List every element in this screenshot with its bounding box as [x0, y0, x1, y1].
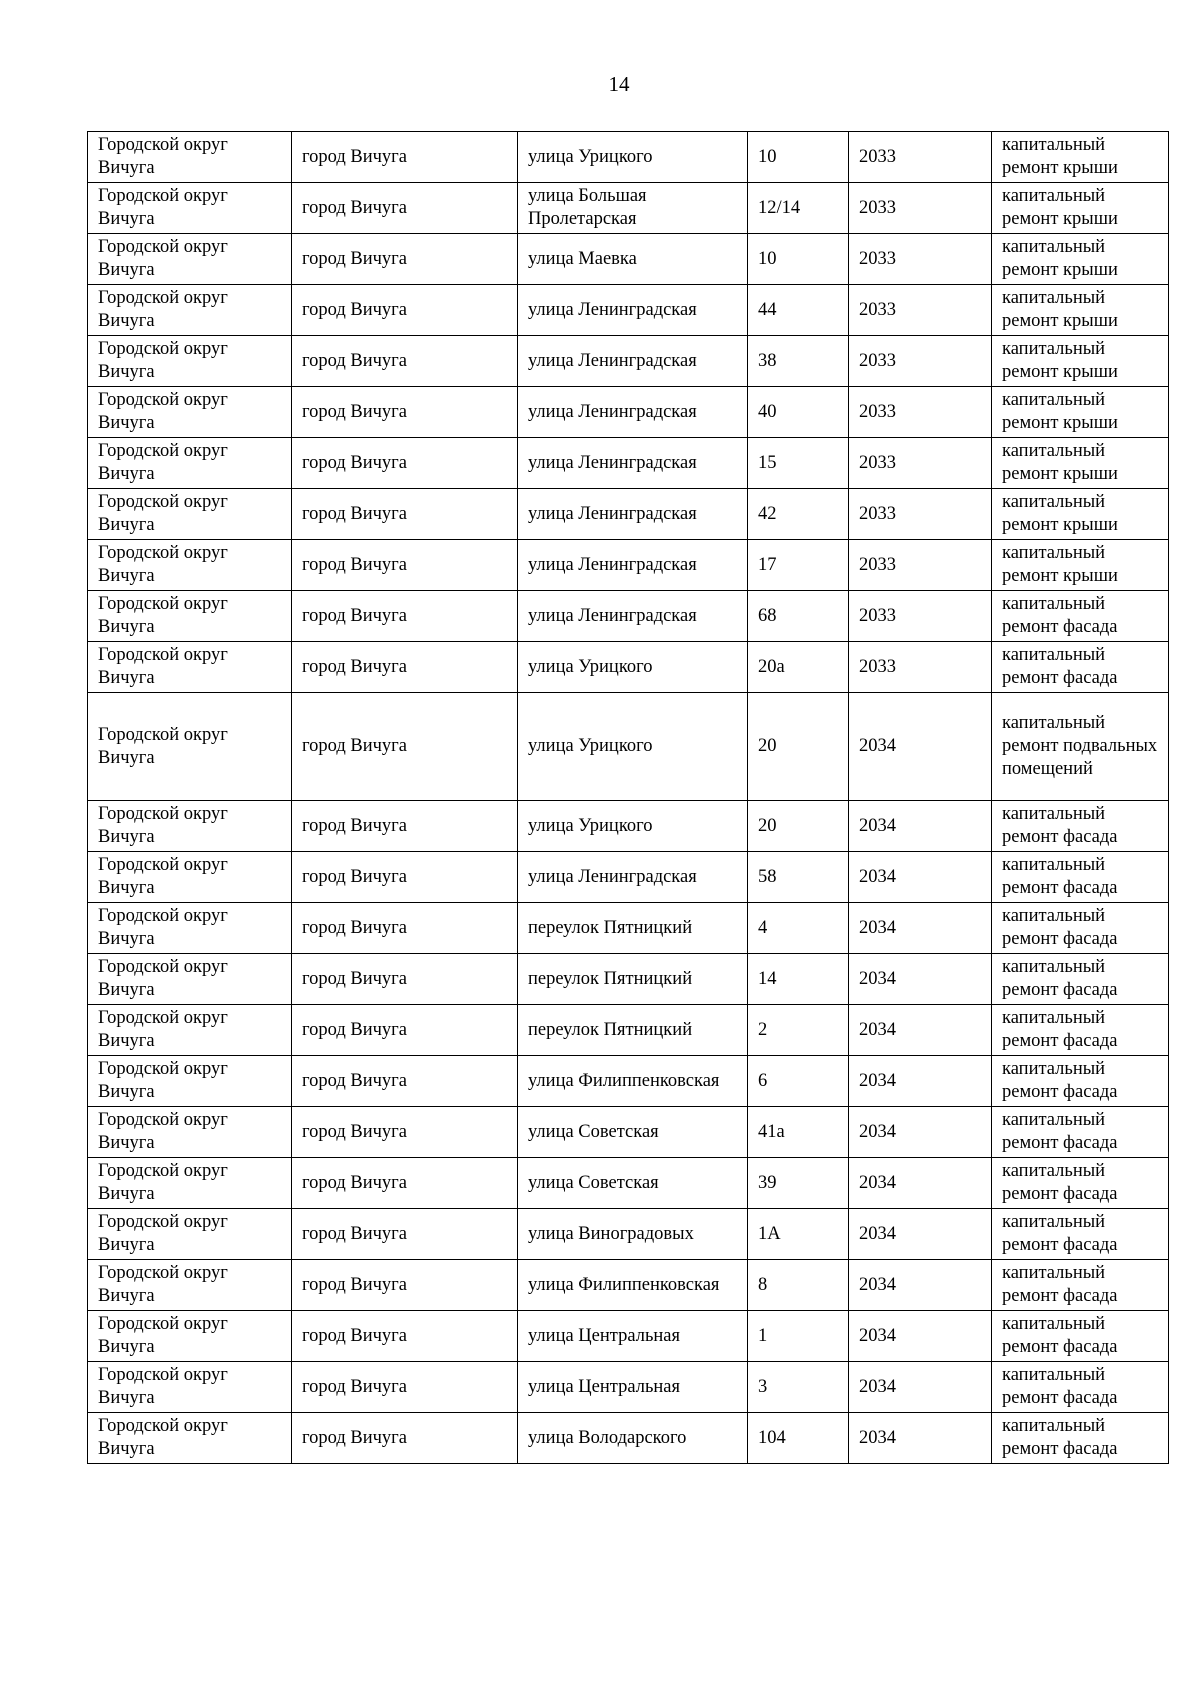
- year-cell: 2033: [849, 642, 992, 693]
- table-row: [88, 1362, 1169, 1413]
- work-type-cell: капитальный ремонт фасада: [992, 954, 1169, 1005]
- house-number-cell: 6: [748, 1056, 849, 1107]
- house-number-cell: 8: [748, 1260, 849, 1311]
- table-row: [88, 801, 1169, 852]
- year-cell: 2034: [849, 801, 992, 852]
- locality-cell: город Вичуга: [292, 1107, 518, 1158]
- house-number-cell: 12/14: [748, 183, 849, 234]
- year-cell: 2034: [849, 1362, 992, 1413]
- district-cell: Городской округ Вичуга: [88, 132, 292, 183]
- table-row: [88, 1209, 1169, 1260]
- house-number-cell: 41а: [748, 1107, 849, 1158]
- street-cell: улица Урицкого: [518, 693, 748, 801]
- house-number-cell: 58: [748, 852, 849, 903]
- work-type-cell: капитальный ремонт крыши: [992, 183, 1169, 234]
- district-cell: Городской округ Вичуга: [88, 693, 292, 801]
- table-row: [88, 438, 1169, 489]
- year-cell: 2033: [849, 489, 992, 540]
- table-row: [88, 234, 1169, 285]
- district-cell: Городской округ Вичуга: [88, 234, 292, 285]
- district-cell: Городской округ Вичуга: [88, 1311, 292, 1362]
- work-type-cell: капитальный ремонт крыши: [992, 132, 1169, 183]
- street-cell: улица Урицкого: [518, 801, 748, 852]
- locality-cell: город Вичуга: [292, 954, 518, 1005]
- table-row: [88, 1056, 1169, 1107]
- year-cell: 2034: [849, 1311, 992, 1362]
- house-number-cell: 1: [748, 1311, 849, 1362]
- locality-cell: город Вичуга: [292, 489, 518, 540]
- table-row: [88, 1413, 1169, 1464]
- table-body: [88, 132, 1169, 1464]
- district-cell: Городской округ Вичуга: [88, 1209, 292, 1260]
- year-cell: 2034: [849, 852, 992, 903]
- locality-cell: город Вичуга: [292, 801, 518, 852]
- table-row: [88, 183, 1169, 234]
- house-number-cell: 17: [748, 540, 849, 591]
- locality-cell: город Вичуга: [292, 852, 518, 903]
- district-cell: Городской округ Вичуга: [88, 1413, 292, 1464]
- district-cell: Городской округ Вичуга: [88, 1107, 292, 1158]
- work-type-cell: капитальный ремонт фасада: [992, 1260, 1169, 1311]
- street-cell: улица Виноградовых: [518, 1209, 748, 1260]
- house-number-cell: 2: [748, 1005, 849, 1056]
- locality-cell: город Вичуга: [292, 438, 518, 489]
- district-cell: Городской округ Вичуга: [88, 852, 292, 903]
- locality-cell: город Вичуга: [292, 591, 518, 642]
- work-type-cell: капитальный ремонт крыши: [992, 285, 1169, 336]
- house-number-cell: 15: [748, 438, 849, 489]
- district-cell: Городской округ Вичуга: [88, 1056, 292, 1107]
- table-row: [88, 852, 1169, 903]
- locality-cell: город Вичуга: [292, 1209, 518, 1260]
- year-cell: 2034: [849, 1413, 992, 1464]
- work-type-cell: капитальный ремонт фасада: [992, 1107, 1169, 1158]
- year-cell: 2034: [849, 903, 992, 954]
- work-type-cell: капитальный ремонт фасада: [992, 1158, 1169, 1209]
- district-cell: Городской округ Вичуга: [88, 540, 292, 591]
- table-row: [88, 1005, 1169, 1056]
- year-cell: 2033: [849, 132, 992, 183]
- district-cell: Городской округ Вичуга: [88, 954, 292, 1005]
- table-row: [88, 954, 1169, 1005]
- district-cell: Городской округ Вичуга: [88, 903, 292, 954]
- table-row: [88, 693, 1169, 801]
- year-cell: 2033: [849, 234, 992, 285]
- street-cell: улица Центральная: [518, 1311, 748, 1362]
- district-cell: Городской округ Вичуга: [88, 1158, 292, 1209]
- street-cell: улица Ленинградская: [518, 852, 748, 903]
- street-cell: улица Ленинградская: [518, 489, 748, 540]
- house-number-cell: 20: [748, 693, 849, 801]
- table-row: [88, 387, 1169, 438]
- work-type-cell: капитальный ремонт крыши: [992, 234, 1169, 285]
- house-number-cell: 44: [748, 285, 849, 336]
- page-number: 14: [608, 72, 630, 96]
- work-type-cell: капитальный ремонт крыши: [992, 540, 1169, 591]
- street-cell: улица Ленинградская: [518, 285, 748, 336]
- street-cell: улица Центральная: [518, 1362, 748, 1413]
- street-cell: улица Ленинградская: [518, 387, 748, 438]
- house-number-cell: 10: [748, 234, 849, 285]
- table-row: [88, 903, 1169, 954]
- work-type-cell: капитальный ремонт крыши: [992, 489, 1169, 540]
- house-number-cell: 68: [748, 591, 849, 642]
- street-cell: улица Ленинградская: [518, 336, 748, 387]
- work-type-cell: капитальный ремонт фасада: [992, 642, 1169, 693]
- street-cell: улица Филиппенковская: [518, 1260, 748, 1311]
- year-cell: 2034: [849, 1107, 992, 1158]
- locality-cell: город Вичуга: [292, 642, 518, 693]
- locality-cell: город Вичуга: [292, 903, 518, 954]
- house-number-cell: 1А: [748, 1209, 849, 1260]
- work-type-cell: капитальный ремонт крыши: [992, 387, 1169, 438]
- district-cell: Городской округ Вичуга: [88, 285, 292, 336]
- house-number-cell: 40: [748, 387, 849, 438]
- street-cell: улица Советская: [518, 1107, 748, 1158]
- street-cell: улица Ленинградская: [518, 438, 748, 489]
- work-type-cell: капитальный ремонт фасада: [992, 1056, 1169, 1107]
- district-cell: Городской округ Вичуга: [88, 387, 292, 438]
- house-number-cell: 14: [748, 954, 849, 1005]
- street-cell: улица Ленинградская: [518, 591, 748, 642]
- year-cell: 2033: [849, 183, 992, 234]
- table-row: [88, 489, 1169, 540]
- house-number-cell: 42: [748, 489, 849, 540]
- year-cell: 2033: [849, 387, 992, 438]
- work-type-cell: капитальный ремонт фасада: [992, 903, 1169, 954]
- district-cell: Городской округ Вичуга: [88, 1005, 292, 1056]
- locality-cell: город Вичуга: [292, 1260, 518, 1311]
- district-cell: Городской округ Вичуга: [88, 642, 292, 693]
- street-cell: улица Советская: [518, 1158, 748, 1209]
- table-row: [88, 1311, 1169, 1362]
- work-type-cell: капитальный ремонт фасада: [992, 1413, 1169, 1464]
- street-cell: переулок Пятницкий: [518, 903, 748, 954]
- year-cell: 2033: [849, 540, 992, 591]
- table-row: [88, 540, 1169, 591]
- table-row: [88, 1260, 1169, 1311]
- locality-cell: город Вичуга: [292, 285, 518, 336]
- house-number-cell: 20а: [748, 642, 849, 693]
- work-type-cell: капитальный ремонт фасада: [992, 852, 1169, 903]
- year-cell: 2033: [849, 438, 992, 489]
- year-cell: 2034: [849, 1005, 992, 1056]
- street-cell: улица Урицкого: [518, 642, 748, 693]
- district-cell: Городской округ Вичуга: [88, 336, 292, 387]
- house-number-cell: 10: [748, 132, 849, 183]
- locality-cell: город Вичуга: [292, 1158, 518, 1209]
- year-cell: 2034: [849, 1260, 992, 1311]
- street-cell: улица Ленинградская: [518, 540, 748, 591]
- year-cell: 2033: [849, 591, 992, 642]
- locality-cell: город Вичуга: [292, 1056, 518, 1107]
- locality-cell: город Вичуга: [292, 234, 518, 285]
- table-row: [88, 1158, 1169, 1209]
- year-cell: 2033: [849, 336, 992, 387]
- street-cell: улица Маевка: [518, 234, 748, 285]
- work-type-cell: капитальный ремонт крыши: [992, 336, 1169, 387]
- locality-cell: город Вичуга: [292, 336, 518, 387]
- locality-cell: город Вичуга: [292, 1005, 518, 1056]
- table-row: [88, 336, 1169, 387]
- street-cell: улица Большая Пролетарская: [518, 183, 748, 234]
- district-cell: Городской округ Вичуга: [88, 591, 292, 642]
- table-row: [88, 642, 1169, 693]
- locality-cell: город Вичуга: [292, 540, 518, 591]
- year-cell: 2034: [849, 693, 992, 801]
- district-cell: Городской округ Вичуга: [88, 489, 292, 540]
- house-number-cell: 4: [748, 903, 849, 954]
- street-cell: улица Володарского: [518, 1413, 748, 1464]
- locality-cell: город Вичуга: [292, 387, 518, 438]
- work-type-cell: капитальный ремонт фасада: [992, 591, 1169, 642]
- house-number-cell: 3: [748, 1362, 849, 1413]
- house-number-cell: 39: [748, 1158, 849, 1209]
- work-type-cell: капитальный ремонт фасада: [992, 1209, 1169, 1260]
- house-number-cell: 104: [748, 1413, 849, 1464]
- house-number-cell: 20: [748, 801, 849, 852]
- locality-cell: город Вичуга: [292, 1311, 518, 1362]
- work-type-cell: капитальный ремонт крыши: [992, 438, 1169, 489]
- table-row: [88, 132, 1169, 183]
- district-cell: Городской округ Вичуга: [88, 1260, 292, 1311]
- locality-cell: город Вичуга: [292, 132, 518, 183]
- year-cell: 2033: [849, 285, 992, 336]
- locality-cell: город Вичуга: [292, 183, 518, 234]
- house-number-cell: 38: [748, 336, 849, 387]
- table-row: [88, 591, 1169, 642]
- street-cell: переулок Пятницкий: [518, 1005, 748, 1056]
- work-type-cell: капитальный ремонт подвальных помещений: [992, 693, 1169, 801]
- work-type-cell: капитальный ремонт фасада: [992, 1311, 1169, 1362]
- locality-cell: город Вичуга: [292, 693, 518, 801]
- district-cell: Городской округ Вичуга: [88, 438, 292, 489]
- street-cell: улица Урицкого: [518, 132, 748, 183]
- district-cell: Городской округ Вичуга: [88, 801, 292, 852]
- year-cell: 2034: [849, 1056, 992, 1107]
- work-type-cell: капитальный ремонт фасада: [992, 1362, 1169, 1413]
- year-cell: 2034: [849, 1209, 992, 1260]
- locality-cell: город Вичуга: [292, 1413, 518, 1464]
- table-row: [88, 285, 1169, 336]
- street-cell: улица Филиппенковская: [518, 1056, 748, 1107]
- district-cell: Городской округ Вичуга: [88, 183, 292, 234]
- work-type-cell: капитальный ремонт фасада: [992, 1005, 1169, 1056]
- year-cell: 2034: [849, 1158, 992, 1209]
- street-cell: переулок Пятницкий: [518, 954, 748, 1005]
- repair-schedule-table: [87, 131, 1169, 1464]
- year-cell: 2034: [849, 954, 992, 1005]
- locality-cell: город Вичуга: [292, 1362, 518, 1413]
- district-cell: Городской округ Вичуга: [88, 1362, 292, 1413]
- work-type-cell: капитальный ремонт фасада: [992, 801, 1169, 852]
- table-row: [88, 1107, 1169, 1158]
